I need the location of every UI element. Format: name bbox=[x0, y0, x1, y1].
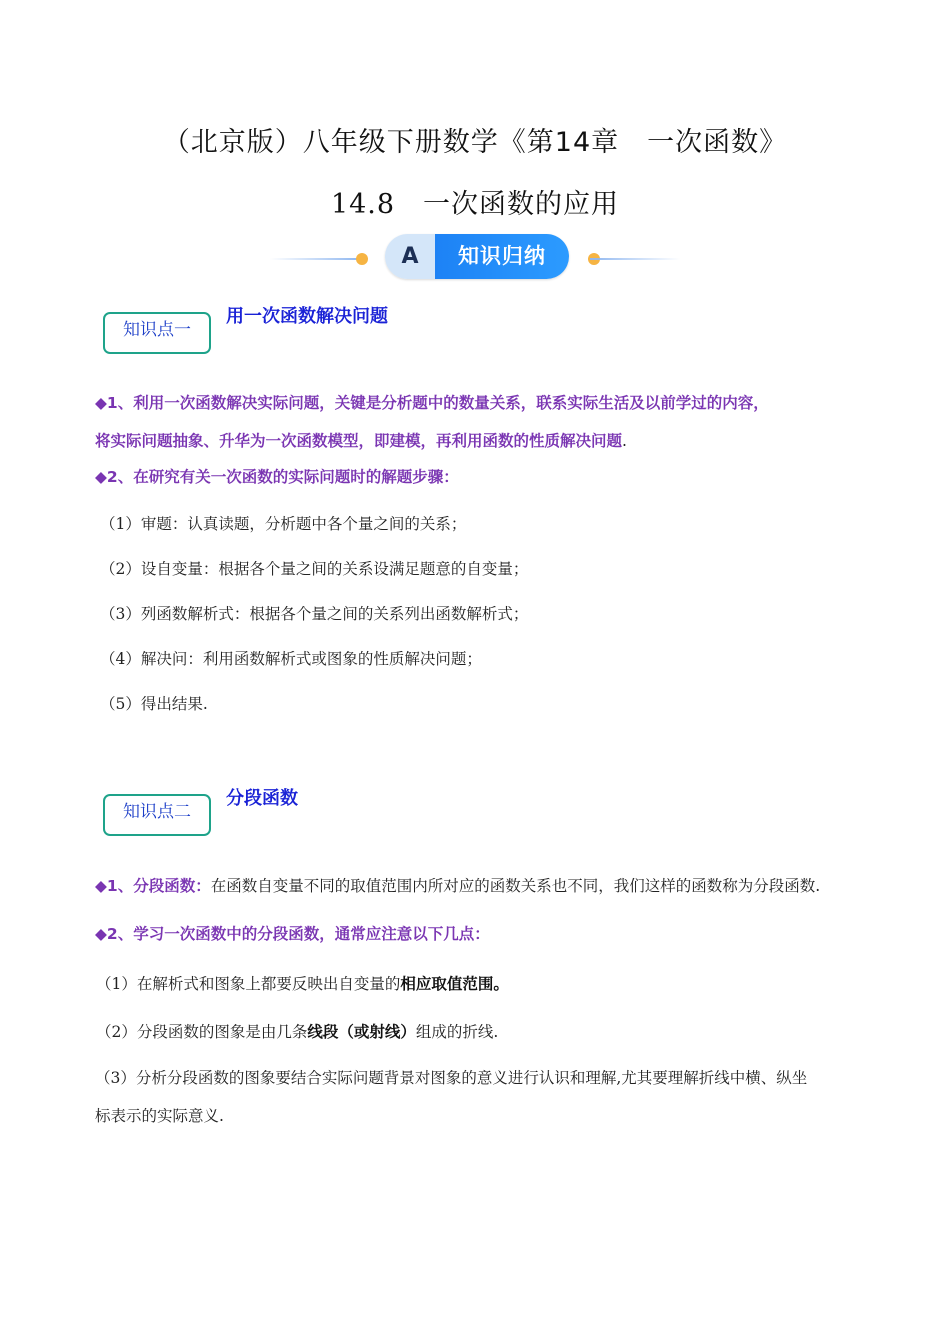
section2-point1-body: 在函数自变量不同的取值范围内所对应的函数关系也不同，我们这样的函数称为分段函数. bbox=[210, 877, 821, 895]
section2-point2: ◆2、学习一次函数中的分段函数，通常应注意以下几点： bbox=[95, 925, 490, 943]
step-item: （3）列函数解析式：根据各个量之间的关系列出函数解析式； bbox=[100, 605, 529, 623]
note-item-2 bbox=[96, 1020, 498, 1042]
document-subtitle: 14.8 一次函数的应用 bbox=[330, 189, 620, 220]
note-item-2-bold: 线段（或射线） bbox=[307, 1023, 416, 1041]
note-item-3 bbox=[95, 1059, 870, 1135]
knowledge-point-title-1: 用一次函数解决问题 bbox=[226, 306, 388, 327]
section1-point1 bbox=[95, 384, 870, 460]
banner-line-left bbox=[270, 258, 360, 260]
banner-pill bbox=[385, 234, 569, 279]
section2-point1-head: ◆1、分段函数： bbox=[95, 877, 211, 895]
document-title: （北京版）八年级下册数学《第14章 一次函数》 bbox=[162, 127, 788, 158]
knowledge-point-title-2: 分段函数 bbox=[226, 788, 298, 809]
step-item: （2）设自变量：根据各个量之间的关系设满足题意的自变量； bbox=[100, 560, 529, 578]
step-item: （5）得出结果. bbox=[100, 695, 208, 713]
note-item-1 bbox=[96, 972, 509, 994]
section-banner bbox=[270, 230, 680, 284]
note-item-1-bold: 相应取值范围。 bbox=[400, 975, 509, 993]
note-item-2-text: （2）分段函数的图象是由几条 bbox=[96, 1023, 308, 1041]
section1-point2: ◆2、在研究有关一次函数的实际问题时的解题步骤： bbox=[95, 468, 459, 486]
banner-line-right bbox=[590, 258, 680, 260]
banner-letter: A bbox=[385, 234, 435, 279]
section2-point1 bbox=[95, 867, 870, 905]
note-item-1-text: （1）在解析式和图象上都要反映出自变量的 bbox=[96, 975, 401, 993]
note-item-3-line1: （3）分析分段函数的图象要结合实际问题背景对图象的意义进行认识和理解,尤其要理解折线中横、纵坐 bbox=[95, 1069, 808, 1087]
note-item-3-line2: 标表示的实际意义. bbox=[95, 1107, 224, 1125]
section1-point1-line1: ◆1、利用一次函数解决实际问题，关键是分析题中的数量关系，联系实际生活及以前学过的内容， bbox=[95, 394, 769, 412]
knowledge-point-box-2: 知识点二 bbox=[103, 794, 211, 836]
step-item: （1）审题：认真读题，分析题中各个量之间的关系； bbox=[100, 515, 467, 533]
section1-point1-end: . bbox=[622, 432, 627, 450]
section1-point1-line2: 将实际问题抽象、升华为一次函数模型，即建模，再利用函数的性质解决问题 bbox=[95, 432, 623, 450]
step-item: （4）解决问：利用函数解析式或图象的性质解决问题； bbox=[100, 650, 482, 668]
banner-label: 知识归纳 bbox=[435, 234, 569, 279]
banner-dot-left bbox=[356, 253, 368, 265]
knowledge-point-box-1: 知识点一 bbox=[103, 312, 211, 354]
note-item-2-end: 组成的折线. bbox=[415, 1023, 499, 1041]
